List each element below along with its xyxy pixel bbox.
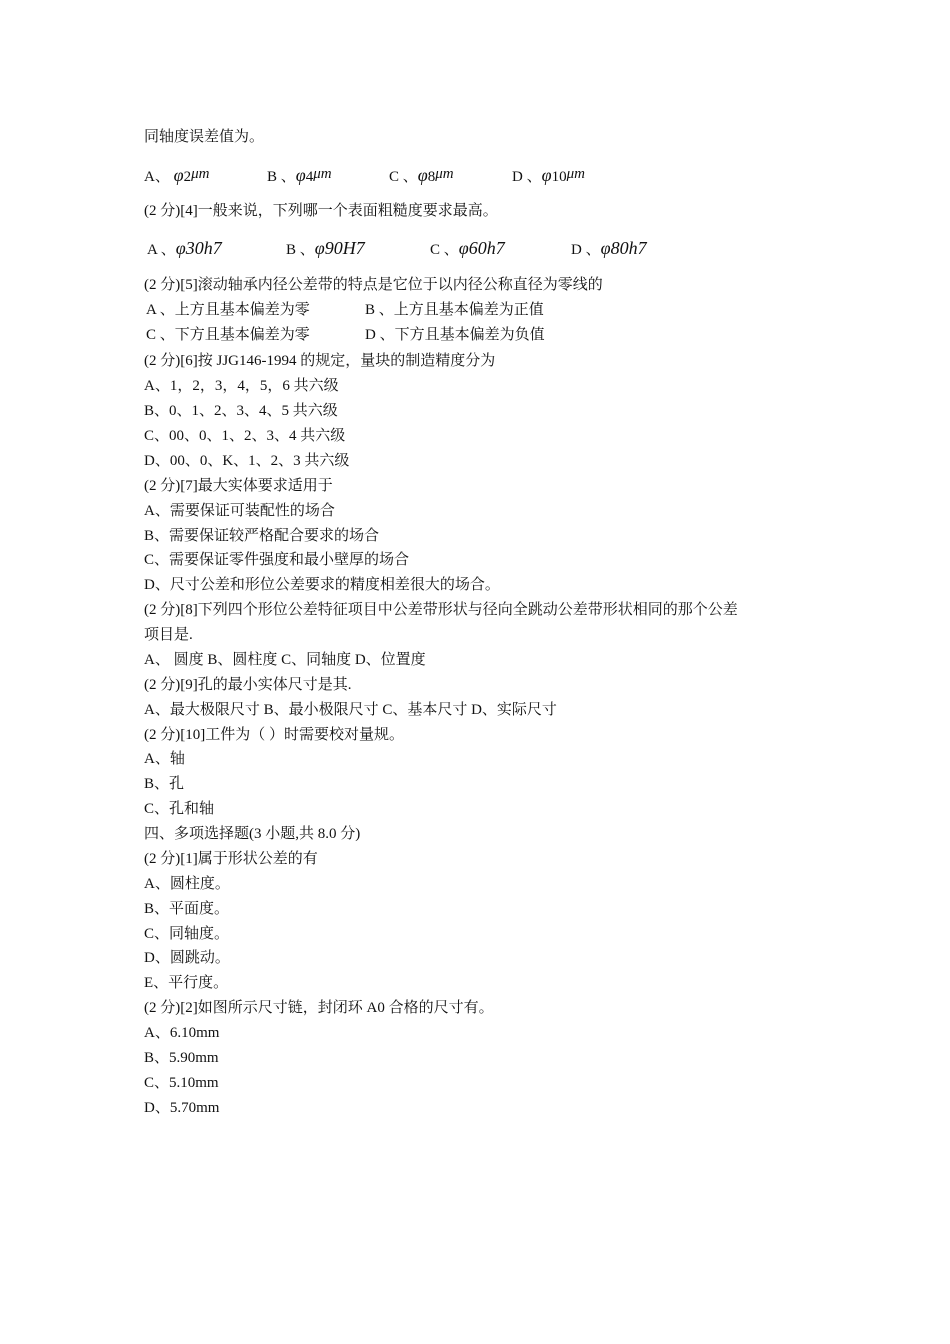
text-line: (2 分)[1]属于形状公差的有 [144,851,318,867]
text-line: B、5.90mm [144,1050,219,1066]
question-5-title: (2 分)[5]滚动轴承内径公差带的特点是它位于以内径公称直径为零线的 [144,277,603,293]
text-line: C、孔和轴 [144,801,215,817]
text-line: C、5.10mm [144,1075,219,1091]
text-line: E、平行度。 [144,975,229,991]
q4-option-c: C 、φ60h7 [430,238,505,258]
text-line: D、圆跳动。 [144,950,230,966]
q3-option-a: A、 φ2μm [144,165,210,185]
text-line: (2 分)[6]按 JJG146-1994 的规定，量块的制造精度分为 [144,353,496,369]
text-line: A、6.10mm [144,1025,220,1041]
text-line: D、00、0、K、1、2、3 共六级 [144,453,350,469]
text-line: B、平面度。 [144,901,230,917]
q5-option-d: D 、下方且基本偏差为负值 [365,327,545,343]
text-line: D、尺寸公差和形位公差要求的精度相差很大的场合。 [144,577,500,593]
q4-option-d: D 、φ80h7 [571,238,647,258]
text-line: 项目是. [144,627,193,643]
text-line: A、轴 [144,751,185,767]
text-line: (2 分)[9]孔的最小实体尺寸是其. [144,677,352,693]
text-line: A、圆柱度。 [144,876,230,892]
text-line: A、最大极限尺寸 B、最小极限尺寸 C、基本尺寸 D、实际尺寸 [144,702,557,718]
text-line: (2 分)[8]下列四个形位公差特征项目中公差带形状与径向全跳动公差带形状相同的那个公差 [144,602,738,618]
text-line: B、孔 [144,776,185,792]
text-line: A、需要保证可装配性的场合 [144,503,335,519]
q4-option-b: B 、φ90H7 [286,238,365,258]
q4-option-a: A 、φ30h7 [147,238,222,258]
text-line: C、00、0、1、2、3、4 共六级 [144,428,346,444]
q3-option-b: B 、φ4μm [267,165,332,185]
text-line: D、5.70mm [144,1100,220,1116]
section-heading: 四、多项选择题(3 小题,共 8.0 分) [144,826,361,842]
text-line: (2 分)[7]最大实体要求适用于 [144,478,333,494]
q5-option-c: C 、下方且基本偏差为零 [146,327,310,343]
text-line: (2 分)[2]如图所示尺寸链，封闭环 A0 合格的尺寸有。 [144,1000,494,1016]
q3-option-c: C 、φ8μm [389,165,454,185]
text-line: A、 圆度 B、圆柱度 C、同轴度 D、位置度 [144,652,426,668]
text-line: C、需要保证零件强度和最小壁厚的场合 [144,552,410,568]
text-line: (2 分)[10]工件为（ ）时需要校对量规。 [144,727,404,743]
question-3-tail: 同轴度误差值为。 [144,129,265,145]
text-line: B、需要保证较严格配合要求的场合 [144,528,380,544]
q3-option-d: D 、φ10μm [512,165,585,185]
question-4-title: (2 分)[4]一般来说，下列哪一个表面粗糙度要求最高。 [144,203,498,219]
text-line: C、同轴度。 [144,926,230,942]
q5-option-a: A 、上方且基本偏差为零 [146,302,310,318]
text-line: A、1，2，3，4，5，6 共六级 [144,378,339,394]
text-line: B、0、1、2、3、4、5 共六级 [144,403,338,419]
q5-option-b: B 、上方且基本偏差为正值 [365,302,544,318]
